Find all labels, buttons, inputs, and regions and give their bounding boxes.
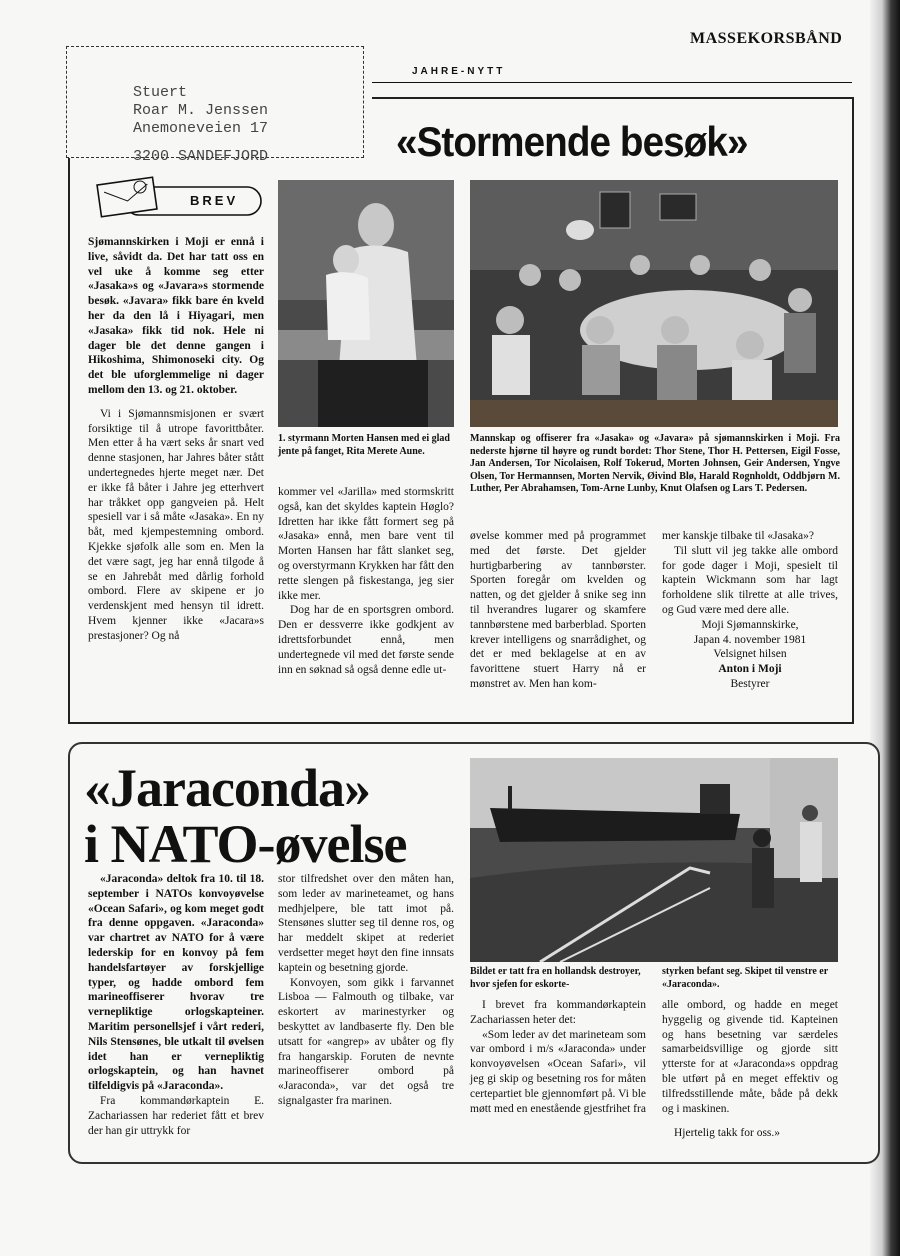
article-paragraph: I brevet fra kommandørkaptein Zachariassen heter det: [470, 999, 646, 1026]
article-paragraph: kommer vel «Jarilla» med stormskritt også, kan det skyldes kaptein Høglo? Idretten har ikke fått formert seg på «Jasaka» ennå, men bare vent til Morten Hansen har fått slanket seg, og overstyrmann Krykken har fått den rette slengen på fiskestanga, jeg sier ikke mer. [278, 486, 454, 602]
signature-greeting: Velsignet hilsen [713, 648, 787, 661]
address-block [133, 84, 268, 166]
article-lead: Sjømannskirken i Moji er ennå i live, såvidt da. Det har tatt oss en vel uke å komme seg etter «Jasaka»s og «Javara»s stormende besøk. «Javara» fikk bare én kveld her da den lå i Hiyagari, men «Jasaka» fikk tid nok. Hele ni dager ble det denne gangen i Hikoshima, Shimonoseki city. Og det ble uforglemmelige ni dager mellom den 13. og 21. oktober. [88, 236, 264, 396]
article-column [470, 529, 646, 692]
article-paragraph: alle ombord, og hadde en meget hyggelig og givende tid. Kapteinen og hans besetning var særdeles samarbeidsvillige og gjorde sitt ytterste for at «Jaraconda»s oppdrag ble utført på en meget effektiv og tilfredsstillende måte, både på dekk og i maskinen. [662, 999, 838, 1115]
article-column [278, 485, 454, 677]
article-paragraph: «Som leder av det marineteam som var ombord i m/s «Jaraconda» under konvoyøvelsen «Ocean Safari», vil jeg gi skip og besetning ros for måten certepartiet ble gjennomført på. Vi ble møtt med en enestående gjestfrihet fra [470, 1028, 646, 1115]
headline-line: «Jaraconda» [84, 758, 370, 818]
photo-tanker-convoy [470, 758, 838, 962]
article-paragraph: Dog har de en sportsgren ombord. Den er dessverre ikke godkjent av idrettsforbundet ennå, men undertegnede vil med det første sende inn en søknad så også denne edle ut- [278, 604, 454, 676]
address-line: Roar M. Jenssen [133, 102, 269, 119]
article-paragraph: Hjertelig takk for oss.» [674, 1127, 781, 1140]
article-headline: «Stormende besøk» [396, 118, 748, 165]
photo-group-at-table [470, 180, 838, 427]
article-paragraph: Vi i Sjømannsmisjonen er svært forsiktige til å utrope favorittbåter. Men etter å ha vært seks år snart ved denne stasjonen, har Jahres båter stått undertegnedes hjerte meget nær. Det er ikke få båter i Jahre jeg etterhvert har tråkket opp gangveien på. Helt spesiell var i så måte «Jasaka». En ny båt, med kjempestemning ombord. Kjekke sjøfolk alle som en. Men la det være sagt, jeg har ennå tilgode å se en Jahrebåt med dårlig forhold ombord. Flere av skipene er jo verdenskjent med hensyn til idrett. Hvem kjenner ikke «Jacara»s prestasjoner? Og nå [88, 407, 264, 642]
photo-caption: Mannskap og offiserer fra «Jasaka» og «Javara» på sjømannskirken i Moji. Fra nederste hjørne til høyre og rundt bordet: Thor Stene, Thor H. Pettersen, Eigil Fosse, Jan Andersen, Tor Nicolaisen, Rolf Tokerud, Morten Johnsen, Geir Andersen, Yngve Olsen, Tor Hermannsen, Morten Nervik, Øivind Blø, Harald Rognholdt, Oddbjørn M. Luther, Per Abrahamsen, Tom-Arne Lunby, Knut Olafsen og Lars T. Pedersen. [470, 433, 840, 494]
article-paragraph: mer kanskje tilbake til «Jasaka»? [662, 530, 815, 542]
article-column [88, 235, 264, 644]
photo-man-with-child [278, 180, 454, 427]
article-frame-top [372, 97, 852, 99]
article-paragraph: Fra kommandørkaptein E. Zachariassen har rederiet fått et brev der han gir uttrykk for [88, 1094, 264, 1137]
letter-label: BREV [190, 193, 239, 208]
header-rule [372, 82, 852, 83]
photo-caption: styrken befant seg. Skipet til venstre er «Jaraconda». [662, 966, 829, 990]
address-line: Anemoneveien 17 [133, 120, 269, 137]
photo-caption: Bildet er tatt fra en hollandsk destroyer, hvor sjefen for eskorte- [470, 966, 641, 990]
article-paragraph: Konvoyen, som gikk i farvannet Lisboa — Falmouth og tilbake, var eskortert av marinestyrker og beskyttet av landbaserte fly. Den ble utsatt for «angrep» av ubåter og fly fra hangarskip. Foruten de nevnte marineoffiserer ombord på «Jaraconda», var det også tre signalgaster fra marinen. [278, 976, 454, 1107]
article-paragraph: øvelse kommer med på programmet med det første. Det gjelder hurtigbarbering av tannbørster. Sporten foregår om kvelden og natten, og det gjelder å snike seg inn til hverandres lugarer og skamfere tannbørstene med barberblad. Sporten krever intelligens og snarrådighet, og det er med beklagelse at en av favorittene stuert Harry nå er mønstret av. Men han kom- [470, 530, 646, 690]
signature-place: Moji Sjømannskirke, [701, 618, 799, 631]
photo-caption: 1. styrmann Morten Hansen med ei glad jente på fanget, Rita Merete Aune. [278, 433, 450, 457]
article-column [662, 998, 838, 1141]
address-line: 3200 SANDEFJORD [133, 148, 269, 165]
signature-name: Anton i Moji [718, 663, 782, 676]
signature-title: Bestyrer [730, 677, 770, 690]
article-column [88, 872, 264, 1138]
article-column [662, 529, 838, 692]
section-title: MASSEKORSBÅND [690, 30, 843, 47]
article-headline [84, 760, 406, 872]
address-line: Stuert [133, 84, 188, 101]
article-column [470, 998, 646, 1116]
article-column [278, 872, 454, 1109]
letter-badge [95, 175, 265, 219]
article-lead: «Jaraconda» deltok fra 10. til 18. september i NATOs konvoyøvelse «Ocean Safari», og kom meget godt fra denne oppgaven. «Jaraconda» var chartret av NATO for å være lederskip for en konvoy på fem handelsfartøyer av forskjellige typer, og hadde ombord fem marineoffiserer hvorav tre vernepliktige orlogskapteiner. Maritim personellsjef i vårt rederi, Nils Stensønes, ble utkalt til øvelsen idet han er vernepliktig orlogskaptein, og han havnet tilfeldigvis på «Jaraconda». [88, 873, 264, 1093]
newsletter-name: JAHRE-NYTT [412, 66, 506, 77]
signature-date: Japan 4. november 1981 [693, 633, 807, 646]
article-paragraph: stor tilfredshet over den måten han, som leder av marineteamet, og hans medhjelpere, ble tatt imot på. Stensønes slutter seg til denne ros, og har meddelt skipet at rederiet verdsetter meget høyt den fine innsats kaptein og besetning gjorde. [278, 873, 454, 974]
article-paragraph: Til slutt vil jeg takke alle ombord for gode dager i Moji, spesielt til kaptein Wickmann som har lagt forholdene slik tilrette at alle trives, og Gud være med dere alle. [662, 544, 838, 616]
headline-line: i NATO-øvelse [84, 814, 407, 874]
